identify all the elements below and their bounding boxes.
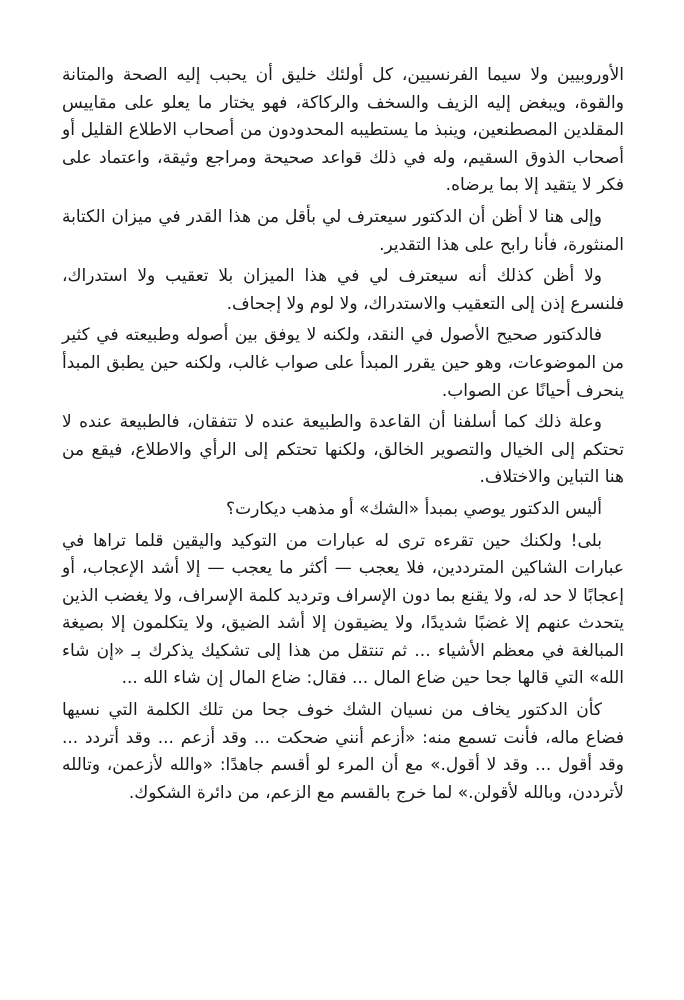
paragraph-8: كأن الدكتور يخاف من نسيان الشك خوف جحا من تلك الكلمة التي نسيها فضاع ماله، فأنت تسمع منه: «أزعم أنني ضحكت ... وقد أزعم ... وقد أتردد ... وقد أقول ... وقد لا أقول.» مع أن المرء لو أقسم جاهدًا: «والله لأزعمن، وتالله لأترددن، وبالله لأقولن.» لما خرج بالقسم مع الزعم، من دائرة الشكوك. [62, 700, 624, 803]
paragraph-3: ولا أظن كذلك أنه سيعترف لي في هذا الميزان بلا تعقيب ولا استدراك، فلنسرع إذن إلى التعقيب والاستدراك، ولا لوم ولا إجحاف. [62, 266, 624, 314]
document-page [62, 62, 624, 811]
paragraph-4: فالدكتور صحيح الأصول في النقد، ولكنه لا يوفق بين أصوله وطبيعته في كثير من الموضوعات، وهو حين يقرر المبدأ على صواب غالب، ولكنه حين يطبق المبدأ ينحرف أحيانًا عن الصواب. [62, 325, 624, 401]
paragraph-2: وإلى هنا لا أظن أن الدكتور سيعترف لي بأقل من هذا القدر في ميزان الكتابة المنثورة، فأنا رابح على هذا التقدير. [62, 206, 624, 255]
paragraph-1: الأوروبيين ولا سيما الفرنسيين، كل أولئك خليق أن يحبب إليه الصحة والمتانة والقوة، ويبغض إليه الزيف والسخف والركاكة، فهو يختار ما يعلو على مقاييس المقلدين المصطنعين، وينبذ ما يستطيبه المحدودون من أصحاب الاطلاع القليل أو أصحاب الذوق السقيم، وله في ذلك قواعد صحيحة ومراجع وثيقة، واعتماد على فكر لا يتقيد إلا بما يرضاه. [62, 65, 624, 196]
paragraph-6: أليس الدكتور يوصي بمبدأ «الشك» أو مذهب ديكارت؟ [226, 498, 602, 519]
paragraph-7: بلى! ولكنك حين تقرءه ترى له عبارات من التوكيد واليقين قلما تراها في عبارات الشاكين المترددين، فلا يعجب — أكثر ما يعجب — إلا أشد الإعجاب، أو إعجابًا لا حد له، ولا يقنع بما دون الإسراف وترديد كلمة الإسراف، ولا يغضب الذين يتحدث عنهم إلا غضبًا شديدًا، ولا يضيقون إلا أشد الضيق، ولا يتكلمون إلا بصيغة المبالغة في معظم الأشياء ... ثم تنتقل من هذا إلى تشكيك يذكرك بـ «إن شاء الله» التي قالها جحا حين ضاع المال ... فقال: ضاع المال إن شاء الله ... [62, 530, 624, 689]
paragraph-5: وعلة ذلك كما أسلفنا أن القاعدة والطبيعة عنده لا تتفقان، فالطبيعة عنده لا تحتكم إلى الخيال والتصوير الخالق، ولكنها تحتكم إلى الرأي والاطلاع، فيقع من هنا التباين والاختلاف. [62, 412, 624, 488]
